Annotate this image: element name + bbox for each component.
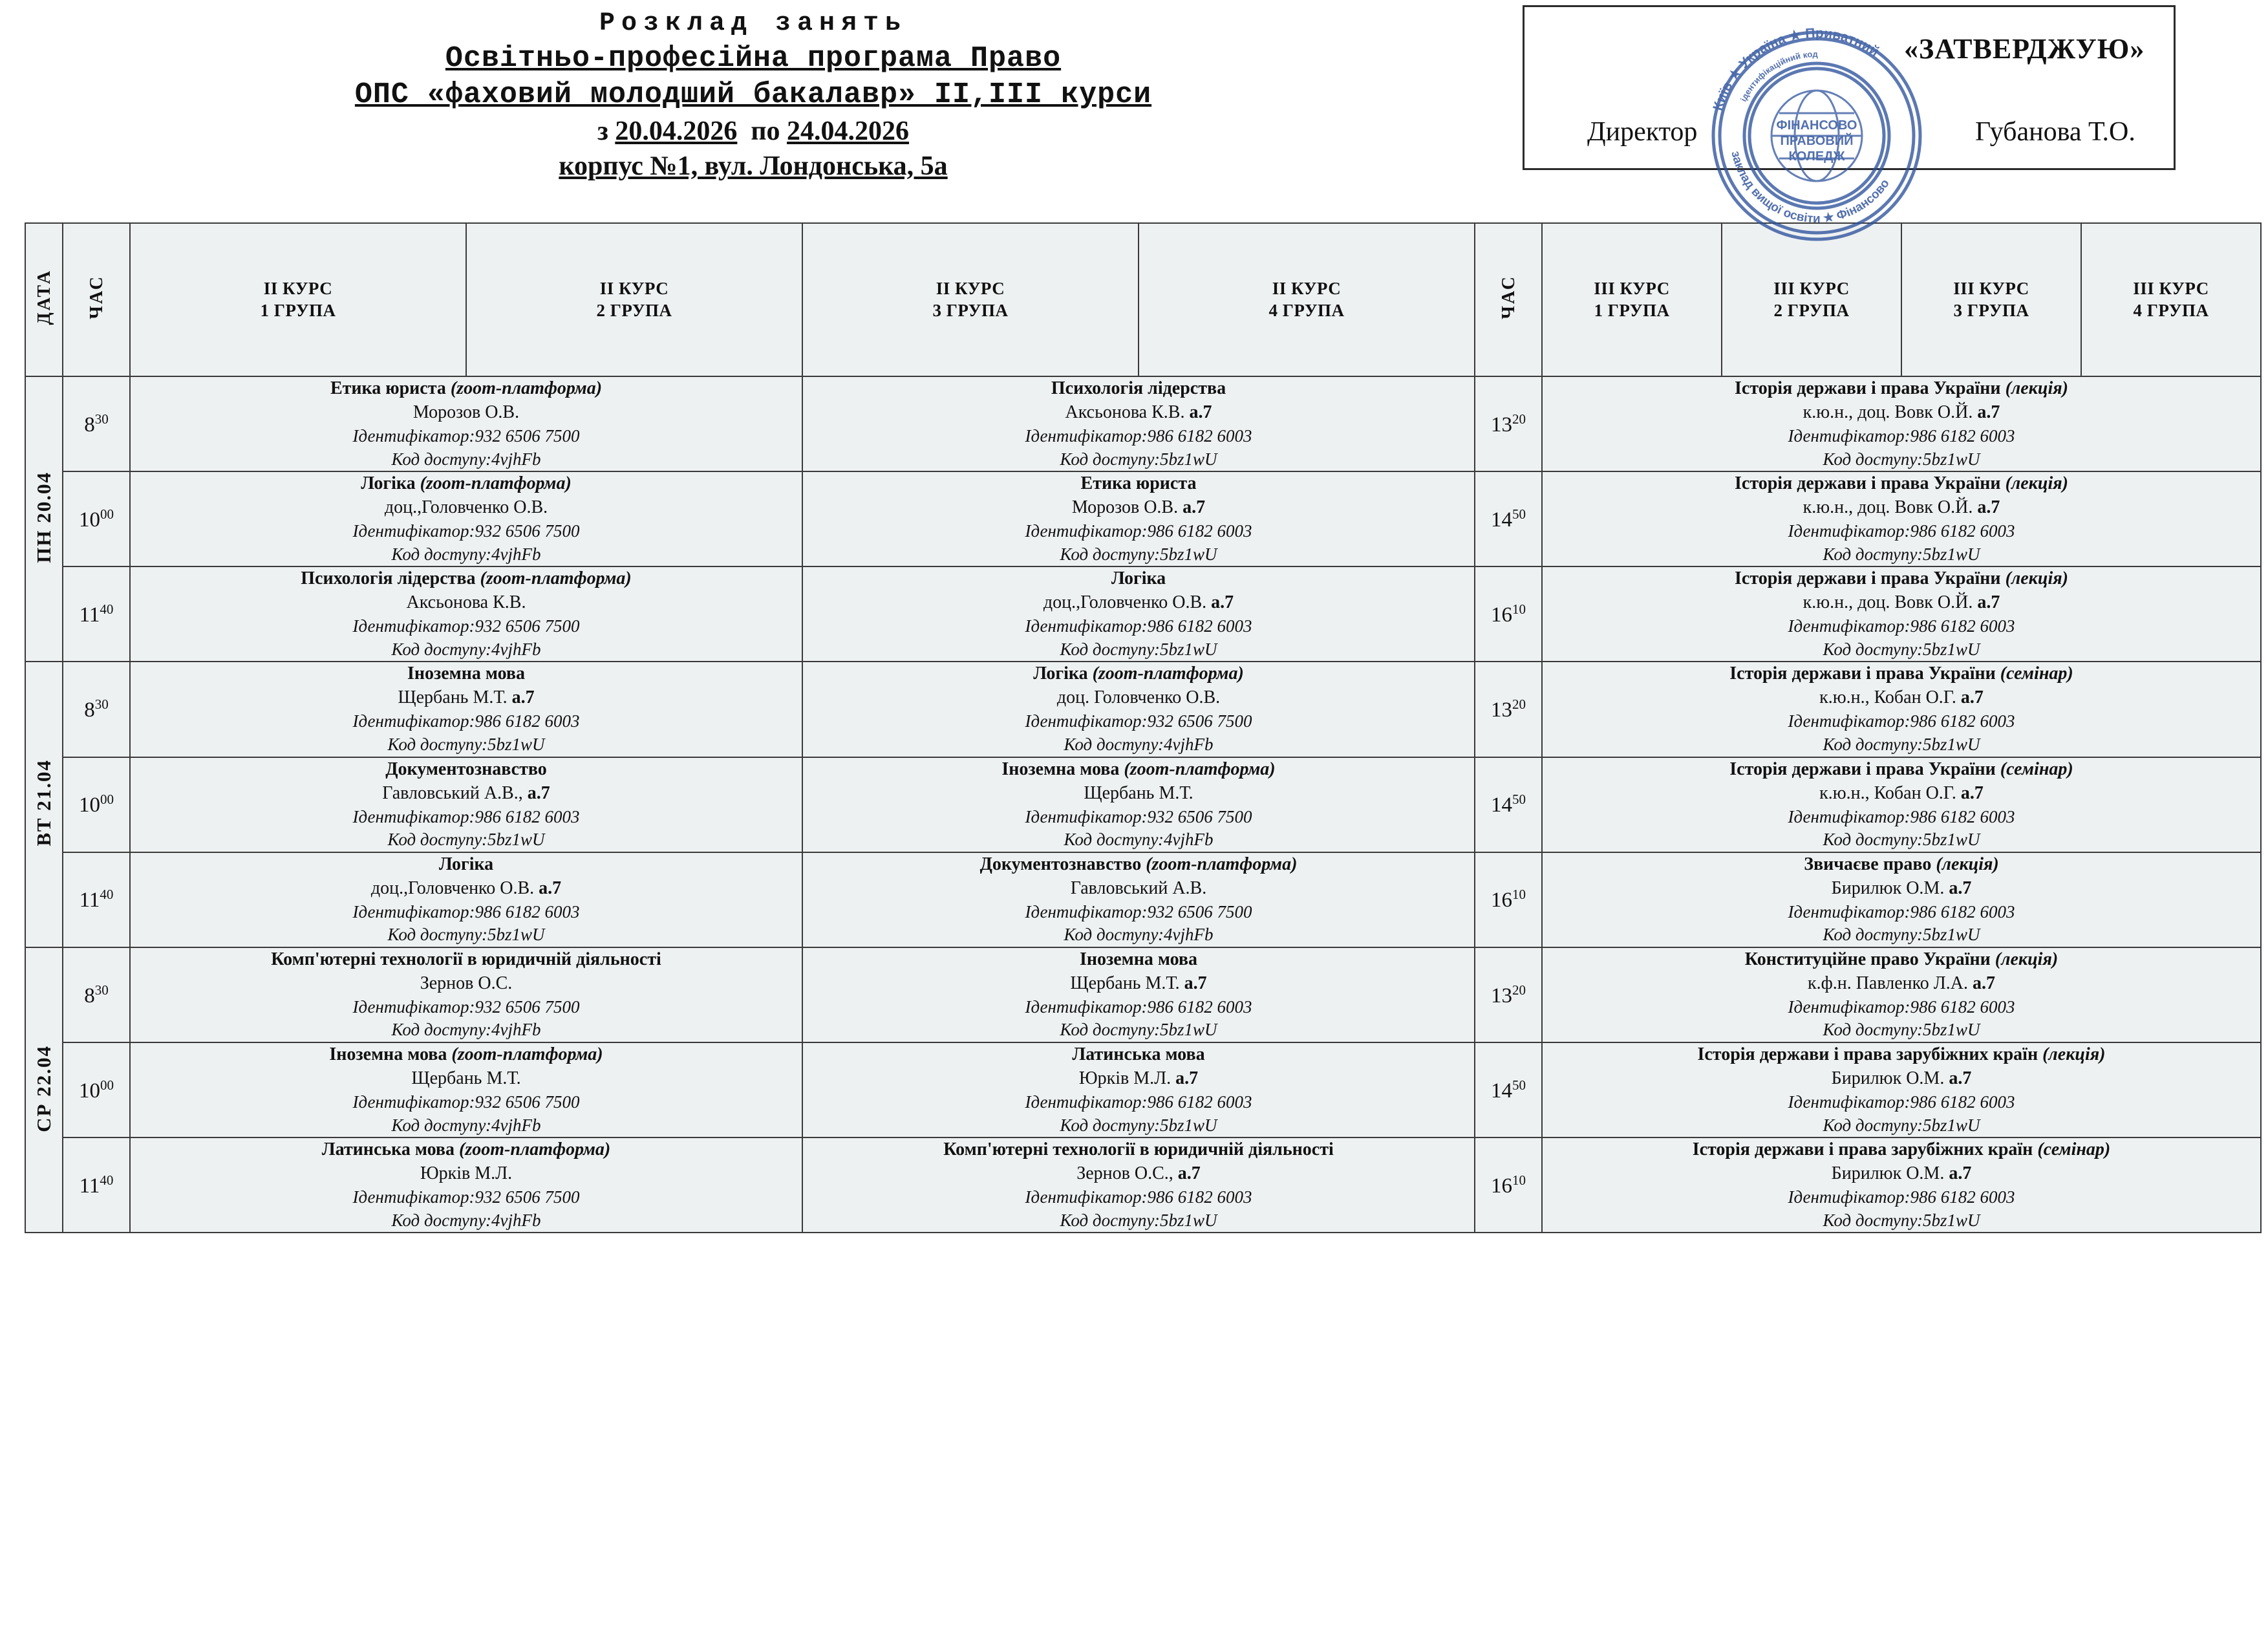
- time-cell-right: $14^{50}$: [1475, 1042, 1542, 1137]
- lesson-title: Латинська мова (zoom-платформа): [321, 1139, 611, 1160]
- lesson-room: а.7: [1977, 592, 2000, 613]
- lesson-title-note: (семінар): [2000, 663, 2073, 684]
- lesson-title: Логіка (zoom-платформа): [1033, 663, 1244, 684]
- lesson-teacher: Щербань М.Т. а.7: [1070, 973, 1207, 993]
- date-from: 20.04.2026: [615, 116, 738, 146]
- header-course2-group2: [466, 223, 802, 376]
- lesson-teacher: Щербань М.Т.: [1084, 782, 1193, 803]
- lesson-teacher: Бирилюк О.М. а.7: [1831, 1163, 1972, 1184]
- lesson-teacher: доц. Головченко О.В.: [1056, 687, 1221, 708]
- header-course3-group3-group: 3 ГРУПА: [1953, 300, 2029, 320]
- lesson-title-note: (лекція): [2005, 473, 2068, 494]
- lesson-cell-course3-all-groups: [1542, 1042, 2261, 1137]
- time-cell-right: $16^{10}$: [1475, 852, 1542, 947]
- lesson-cell-course2-groups-1-2: [130, 1137, 802, 1233]
- lesson-title-note: (лекція): [2005, 378, 2068, 398]
- lesson-room: а.7: [1960, 687, 1984, 708]
- lesson-access-code: Код доступу:4vjhFb: [391, 1210, 541, 1230]
- lesson-meeting-id: Ідентифікатор:986 6182 6003: [1788, 806, 2015, 826]
- lesson-room: а.7: [527, 782, 550, 803]
- lesson-access-code: Код доступу:5bz1wU: [1060, 449, 1217, 469]
- lesson-cell-course2-groups-3-4: [802, 1042, 1475, 1137]
- lesson-title-note: (zoom-платформа): [420, 473, 572, 494]
- lesson-teacher: Гавловський А.В., а.7: [382, 782, 550, 803]
- lesson-cell-course2-groups-1-2: [130, 947, 802, 1042]
- header-course3-group4-course: III КУРС: [2133, 278, 2209, 298]
- lesson-meeting-id: Ідентифікатор:986 6182 6003: [1025, 521, 1252, 541]
- schedule-body: [25, 376, 2261, 1233]
- lesson-meeting-id: Ідентифікатор:932 6506 7500: [1025, 901, 1252, 921]
- lesson-cell-course2-groups-1-2: [130, 1042, 802, 1137]
- lesson-title-note: (семінар): [2000, 759, 2073, 779]
- title-block: [0, 9, 1506, 184]
- lesson-title: Комп'ютерні технології в юридичній діяльності: [271, 949, 661, 969]
- header-course2-group3-course: II КУРС: [936, 278, 1005, 298]
- header-course2-group3: [802, 223, 1139, 376]
- lesson-access-code: Код доступу:4vjhFb: [391, 639, 541, 659]
- header-time-2-label: ЧАС: [1498, 274, 1519, 319]
- lesson-title-note: (лекція): [1936, 854, 1999, 874]
- day-label-cell: [25, 662, 63, 947]
- header-course3-group3: [1901, 223, 2081, 376]
- lesson-teacher: доц.,Головченко О.В.: [384, 497, 548, 518]
- lesson-meeting-id: Ідентифікатор:986 6182 6003: [1025, 997, 1252, 1017]
- lesson-room: а.7: [1949, 878, 1972, 898]
- lesson-title-note: (лекція): [2005, 568, 2068, 589]
- lesson-meeting-id: Ідентифікатор:986 6182 6003: [1788, 997, 2015, 1017]
- lesson-access-code: Код доступу:5bz1wU: [1823, 544, 1980, 564]
- lesson-title-note: (zoom-платформа): [1146, 854, 1298, 874]
- lesson-teacher: Гавловський А.В.: [1070, 878, 1207, 898]
- lesson-title-note: (лекція): [1995, 949, 2059, 969]
- lesson-teacher: к.ю.н., доц. Вовк О.Й. а.7: [1803, 497, 2000, 518]
- time-cell-right: $13^{20}$: [1475, 947, 1542, 1042]
- lesson-cell-course3-all-groups: [1542, 947, 2261, 1042]
- lesson-teacher: к.ф.н. Павленко Л.А. а.7: [1807, 973, 1995, 993]
- time-cell-right: $16^{10}$: [1475, 566, 1542, 662]
- lesson-title: Комп'ютерні технології в юридичній діяльності: [943, 1139, 1334, 1160]
- lesson-meeting-id: Ідентифікатор:986 6182 6003: [1025, 616, 1252, 636]
- lesson-access-code: Код доступу:4vjhFb: [1064, 735, 1214, 754]
- lesson-cell-course2-groups-3-4: [802, 471, 1475, 566]
- time-cell-right: $14^{50}$: [1475, 471, 1542, 566]
- svg-text:КОЛЕДЖ: КОЛЕДЖ: [1788, 149, 1845, 164]
- lesson-room: а.7: [1949, 1163, 1972, 1184]
- lesson-teacher: к.ю.н., Кобан О.Г. а.7: [1819, 782, 1984, 803]
- lesson-room: а.7: [1960, 782, 1984, 803]
- lesson-title: Історія держави і права України (лекція): [1735, 378, 2068, 398]
- lesson-access-code: Код доступу:4vjhFb: [391, 449, 541, 469]
- lesson-meeting-id: Ідентифікатор:986 6182 6003: [352, 806, 580, 826]
- header-course2-group4-group: 4 ГРУПА: [1268, 300, 1345, 320]
- lesson-access-code: Код доступу:4vjhFb: [391, 1115, 541, 1135]
- director-label: Директор: [1587, 117, 1698, 147]
- svg-text:заклад вищої освіти ★ Фінансов: заклад вищої освіти ★ Фінансово: [1728, 149, 1892, 226]
- lesson-title: Іноземна мова: [407, 663, 526, 684]
- lesson-teacher: Зернов О.С.: [420, 973, 513, 993]
- lesson-teacher: Юрків М.Л.: [420, 1163, 513, 1184]
- lesson-room: а.7: [1175, 1068, 1199, 1089]
- lesson-access-code: Код доступу:5bz1wU: [1823, 830, 1980, 850]
- director-name: Губанова Т.О.: [1975, 117, 2135, 147]
- lesson-title: Документознавство: [385, 759, 547, 779]
- lesson-title: Іноземна мова (zoom-платформа): [329, 1044, 603, 1065]
- header-course2-group2-group: 2 ГРУПА: [596, 300, 672, 320]
- lesson-cell-course3-all-groups: [1542, 471, 2261, 566]
- lesson-teacher: Щербань М.Т.: [411, 1068, 521, 1089]
- header-time-2: [1475, 223, 1542, 376]
- lesson-title: Психологія лідерства (zoom-платформа): [301, 568, 632, 589]
- time-cell-right: $13^{20}$: [1475, 662, 1542, 757]
- header-course3-group1: [1542, 223, 1722, 376]
- time-cell-left: $10^{00}$: [63, 757, 130, 852]
- lesson-meeting-id: Ідентифікатор:986 6182 6003: [1788, 901, 2015, 921]
- lesson-title-note: (zoom-платформа): [1124, 759, 1276, 779]
- svg-text:ідентифікаційний код: ідентифікаційний код: [1738, 48, 1818, 103]
- svg-text:ПРАВОВИЙ: ПРАВОВИЙ: [1780, 134, 1854, 148]
- lesson-room: а.7: [1977, 402, 2000, 422]
- lesson-cell-course2-groups-3-4: [802, 1137, 1475, 1233]
- table-row: [25, 757, 2261, 852]
- header-time-1: [63, 223, 130, 376]
- lesson-access-code: Код доступу:4vjhFb: [1064, 830, 1214, 850]
- lesson-title-note: (zoom-платформа): [450, 378, 603, 398]
- header-course2-group3-group: 3 ГРУПА: [932, 300, 1009, 320]
- day-label-cell: [25, 376, 63, 662]
- lesson-access-code: Код доступу:5bz1wU: [1823, 925, 1980, 945]
- time-cell-left: $11^{40}$: [63, 1137, 130, 1233]
- document-header: [0, 0, 2268, 226]
- lesson-title-note: (zoom-платформа): [451, 1044, 603, 1065]
- table-row: [25, 471, 2261, 566]
- lesson-meeting-id: Ідентифікатор:986 6182 6003: [1788, 1092, 2015, 1112]
- lesson-access-code: Код доступу:5bz1wU: [1823, 1210, 1980, 1230]
- lesson-access-code: Код доступу:5bz1wU: [1823, 1115, 1980, 1135]
- lesson-title: Історія держави і права України (семінар): [1729, 759, 2073, 779]
- title-line-2: Освітньо-професійна програма Право: [445, 42, 1062, 75]
- svg-text:ФІНАНСОВО: ФІНАНСОВО: [1776, 118, 1857, 133]
- time-cell-right: $16^{10}$: [1475, 1137, 1542, 1233]
- header-course3-group2-group: 2 ГРУПА: [1773, 300, 1850, 320]
- lesson-cell-course2-groups-3-4: [802, 566, 1475, 662]
- table-row: [25, 662, 2261, 757]
- lesson-cell-course2-groups-3-4: [802, 757, 1475, 852]
- lesson-cell-course3-all-groups: [1542, 566, 2261, 662]
- lesson-teacher: доц.,Головченко О.В. а.7: [370, 878, 562, 898]
- lesson-title: Звичаєве право (лекція): [1804, 854, 1999, 874]
- lesson-cell-course2-groups-1-2: [130, 471, 802, 566]
- lesson-access-code: Код доступу:4vjhFb: [391, 1020, 541, 1040]
- lesson-cell-course3-all-groups: [1542, 1137, 2261, 1233]
- lesson-access-code: Код доступу:5bz1wU: [1060, 1115, 1217, 1135]
- lesson-teacher: Бирилюк О.М. а.7: [1831, 878, 1972, 898]
- lesson-room: а.7: [1184, 973, 1207, 993]
- lesson-meeting-id: Ідентифікатор:932 6506 7500: [352, 616, 580, 636]
- lesson-room: а.7: [1211, 592, 1234, 613]
- lesson-cell-course2-groups-1-2: [130, 662, 802, 757]
- day-label-cell: [25, 947, 63, 1233]
- lesson-access-code: Код доступу:5bz1wU: [1823, 639, 1980, 659]
- lesson-cell-course3-all-groups: [1542, 757, 2261, 852]
- lesson-title: Історія держави і права України (лекція): [1735, 473, 2068, 494]
- lesson-access-code: Код доступу:5bz1wU: [1060, 639, 1217, 659]
- lesson-access-code: Код доступу:4vjhFb: [1064, 925, 1214, 945]
- lesson-access-code: Код доступу:5bz1wU: [1823, 449, 1980, 469]
- lesson-meeting-id: Ідентифікатор:986 6182 6003: [1788, 426, 2015, 446]
- lesson-access-code: Код доступу:5bz1wU: [387, 830, 545, 850]
- time-cell-left: $10^{00}$: [63, 1042, 130, 1137]
- title-line-1: Розклад занять: [599, 9, 908, 38]
- lesson-cell-course2-groups-3-4: [802, 376, 1475, 471]
- header-course3-group2-course: III КУРС: [1773, 278, 1850, 298]
- lesson-teacher: к.ю.н., Кобан О.Г. а.7: [1819, 687, 1984, 708]
- time-cell-left: $11^{40}$: [63, 566, 130, 662]
- header-course3-group1-course: III КУРС: [1594, 278, 1670, 298]
- date-to: 24.04.2026: [787, 116, 910, 146]
- lesson-meeting-id: Ідентифікатор:986 6182 6003: [1788, 521, 2015, 541]
- header-course3-group4: [2081, 223, 2261, 376]
- lesson-meeting-id: Ідентифікатор:932 6506 7500: [352, 1187, 580, 1207]
- lesson-teacher: к.ю.н., доц. Вовк О.Й. а.7: [1803, 592, 2000, 613]
- lesson-title: Психологія лідерства: [1051, 378, 1226, 398]
- header-course2-group4-course: II КУРС: [1272, 278, 1342, 298]
- lesson-room: а.7: [539, 878, 562, 898]
- lesson-title-note: (лекція): [2042, 1044, 2106, 1065]
- table-row: [25, 852, 2261, 947]
- table-row: [25, 376, 2261, 471]
- lesson-title: Іноземна мова: [1079, 949, 1198, 969]
- time-cell-left: $8^{30}$: [63, 376, 130, 471]
- lesson-access-code: Код доступу:4vjhFb: [391, 544, 541, 564]
- lesson-cell-course2-groups-3-4: [802, 662, 1475, 757]
- header-course3-group3-course: III КУРС: [1953, 278, 2029, 298]
- lesson-room: а.7: [1973, 973, 1995, 993]
- lesson-cell-course3-all-groups: [1542, 852, 2261, 947]
- lesson-title: Історія держави і права зарубіжних країн (семінар): [1692, 1139, 2111, 1160]
- time-cell-right: $13^{20}$: [1475, 376, 1542, 471]
- lesson-cell-course3-all-groups: [1542, 662, 2261, 757]
- header-course3-group1-group: 1 ГРУПА: [1594, 300, 1670, 320]
- day-label: СР 22.04: [32, 1044, 55, 1132]
- lesson-meeting-id: Ідентифікатор:932 6506 7500: [352, 426, 580, 446]
- lesson-teacher: Бирилюк О.М. а.7: [1831, 1068, 1972, 1089]
- lesson-access-code: Код доступу:5bz1wU: [1823, 1020, 1980, 1040]
- table-row: [25, 1137, 2261, 1233]
- header-course2-group2-course: II КУРС: [599, 278, 669, 298]
- lesson-teacher: Юрків М.Л. а.7: [1078, 1068, 1199, 1089]
- lesson-title: Етика юриста (zoom-платформа): [330, 378, 603, 398]
- lesson-room: а.7: [1189, 402, 1212, 422]
- lesson-title: Історія держави і права України (семінар): [1729, 663, 2073, 684]
- lesson-room: а.7: [1949, 1068, 1972, 1089]
- lesson-title-note: (семінар): [2037, 1139, 2111, 1160]
- lesson-teacher: Морозов О.В.: [412, 402, 520, 422]
- lesson-title: Іноземна мова (zoom-платформа): [1001, 759, 1276, 779]
- lesson-meeting-id: Ідентифікатор:986 6182 6003: [1788, 1187, 2015, 1207]
- lesson-title-note: (zoom-платформа): [480, 568, 632, 589]
- lesson-room: а.7: [1182, 497, 1206, 518]
- time-cell-left: $11^{40}$: [63, 852, 130, 947]
- header-course2-group1-group: 1 ГРУПА: [260, 300, 336, 320]
- lesson-cell-course2-groups-1-2: [130, 757, 802, 852]
- lesson-meeting-id: Ідентифікатор:986 6182 6003: [352, 901, 580, 921]
- lesson-title: Історія держави і права України (лекція): [1735, 568, 2068, 589]
- time-cell-right: $14^{50}$: [1475, 757, 1542, 852]
- lesson-access-code: Код доступу:5bz1wU: [387, 925, 545, 945]
- time-cell-left: $10^{00}$: [63, 471, 130, 566]
- lesson-room: а.7: [511, 687, 535, 708]
- lesson-teacher: Морозов О.В. а.7: [1071, 497, 1206, 518]
- schedule-table: [25, 222, 2262, 1233]
- lesson-title: Латинська мова: [1072, 1044, 1205, 1065]
- title-line-3: ОПС «фаховий молодший бакалавр» II,III курси: [354, 78, 1152, 112]
- date-range-line: [0, 114, 1506, 149]
- lesson-access-code: Код доступу:5bz1wU: [1823, 735, 1980, 754]
- header-course3-group2: [1722, 223, 1901, 376]
- lesson-meeting-id: Ідентифікатор:932 6506 7500: [352, 1092, 580, 1112]
- lesson-teacher: Щербань М.Т. а.7: [398, 687, 535, 708]
- date-range-prefix: з: [597, 116, 608, 146]
- lesson-title: Логіка: [438, 854, 494, 874]
- lesson-meeting-id: Ідентифікатор:932 6506 7500: [1025, 711, 1252, 731]
- day-label: ВТ 21.04: [32, 759, 55, 846]
- lesson-teacher: Аксьонова К.В. а.7: [1065, 402, 1212, 422]
- time-cell-left: $8^{30}$: [63, 662, 130, 757]
- lesson-cell-course2-groups-3-4: [802, 852, 1475, 947]
- date-range-mid: по: [751, 116, 780, 146]
- lesson-title: Логіка (zoom-платформа): [361, 473, 572, 494]
- lesson-title-note: (zoom-платформа): [1092, 663, 1244, 684]
- lesson-meeting-id: Ідентифікатор:932 6506 7500: [352, 997, 580, 1017]
- header-course2-group4: [1139, 223, 1475, 376]
- lesson-access-code: Код доступу:5bz1wU: [1060, 1020, 1217, 1040]
- lesson-teacher: к.ю.н., доц. Вовк О.Й. а.7: [1803, 402, 2000, 422]
- lesson-meeting-id: Ідентифікатор:986 6182 6003: [1788, 616, 2015, 636]
- lesson-title: Історія держави і права зарубіжних країн (лекція): [1697, 1044, 2106, 1065]
- lesson-cell-course2-groups-1-2: [130, 566, 802, 662]
- lesson-cell-course3-all-groups: [1542, 376, 2261, 471]
- header-course2-group1: [130, 223, 466, 376]
- header-time-1-label: ЧАС: [86, 274, 107, 319]
- lesson-meeting-id: Ідентифікатор:986 6182 6003: [1025, 1092, 1252, 1112]
- lesson-meeting-id: Ідентифікатор:932 6506 7500: [1025, 806, 1252, 826]
- lesson-access-code: Код доступу:5bz1wU: [1060, 544, 1217, 564]
- table-row: [25, 947, 2261, 1042]
- lesson-title: Документознавство (zoom-платформа): [979, 854, 1298, 874]
- day-label: ПН 20.04: [32, 471, 55, 564]
- svg-text:Київ ★ Україна ★ Приватний: Київ ★ Україна ★ Приватний: [1710, 25, 1882, 113]
- header-course3-group4-group: 4 ГРУПА: [2133, 300, 2209, 320]
- lesson-teacher: доц.,Головченко О.В. а.7: [1043, 592, 1234, 613]
- lesson-teacher: Аксьонова К.В.: [406, 592, 526, 613]
- lesson-meeting-id: Ідентифікатор:986 6182 6003: [1025, 1187, 1252, 1207]
- lesson-cell-course2-groups-3-4: [802, 947, 1475, 1042]
- lesson-title-note: (zoom-платформа): [459, 1139, 611, 1160]
- lesson-cell-course2-groups-1-2: [130, 852, 802, 947]
- lesson-access-code: Код доступу:5bz1wU: [387, 735, 545, 754]
- lesson-meeting-id: Ідентифікатор:986 6182 6003: [1788, 711, 2015, 731]
- header-course2-group1-course: II КУРС: [263, 278, 333, 298]
- approval-label: «ЗАТВЕРДЖУЮ»: [1904, 33, 2145, 65]
- lesson-title: Етика юриста: [1080, 473, 1197, 494]
- lesson-meeting-id: Ідентифікатор:932 6506 7500: [352, 521, 580, 541]
- lesson-title: Логіка: [1111, 568, 1166, 589]
- table-row: [25, 566, 2261, 662]
- lesson-teacher: Зернов О.С., а.7: [1076, 1163, 1201, 1184]
- lesson-cell-course2-groups-1-2: [130, 376, 802, 471]
- lesson-meeting-id: Ідентифікатор:986 6182 6003: [1025, 426, 1252, 446]
- lesson-title: Конституційне право України (лекція): [1744, 949, 2059, 969]
- lesson-room: а.7: [1177, 1163, 1201, 1184]
- lesson-meeting-id: Ідентифікатор:986 6182 6003: [352, 711, 580, 731]
- building-address: корпус №1, вул. Лондонська, 5а: [559, 151, 948, 182]
- table-header-row: [25, 223, 2261, 376]
- header-date-label: ДАТА: [34, 268, 54, 325]
- time-cell-left: $8^{30}$: [63, 947, 130, 1042]
- lesson-access-code: Код доступу:5bz1wU: [1060, 1210, 1217, 1230]
- table-row: [25, 1042, 2261, 1137]
- header-date: [25, 223, 63, 376]
- lesson-room: а.7: [1977, 497, 2000, 518]
